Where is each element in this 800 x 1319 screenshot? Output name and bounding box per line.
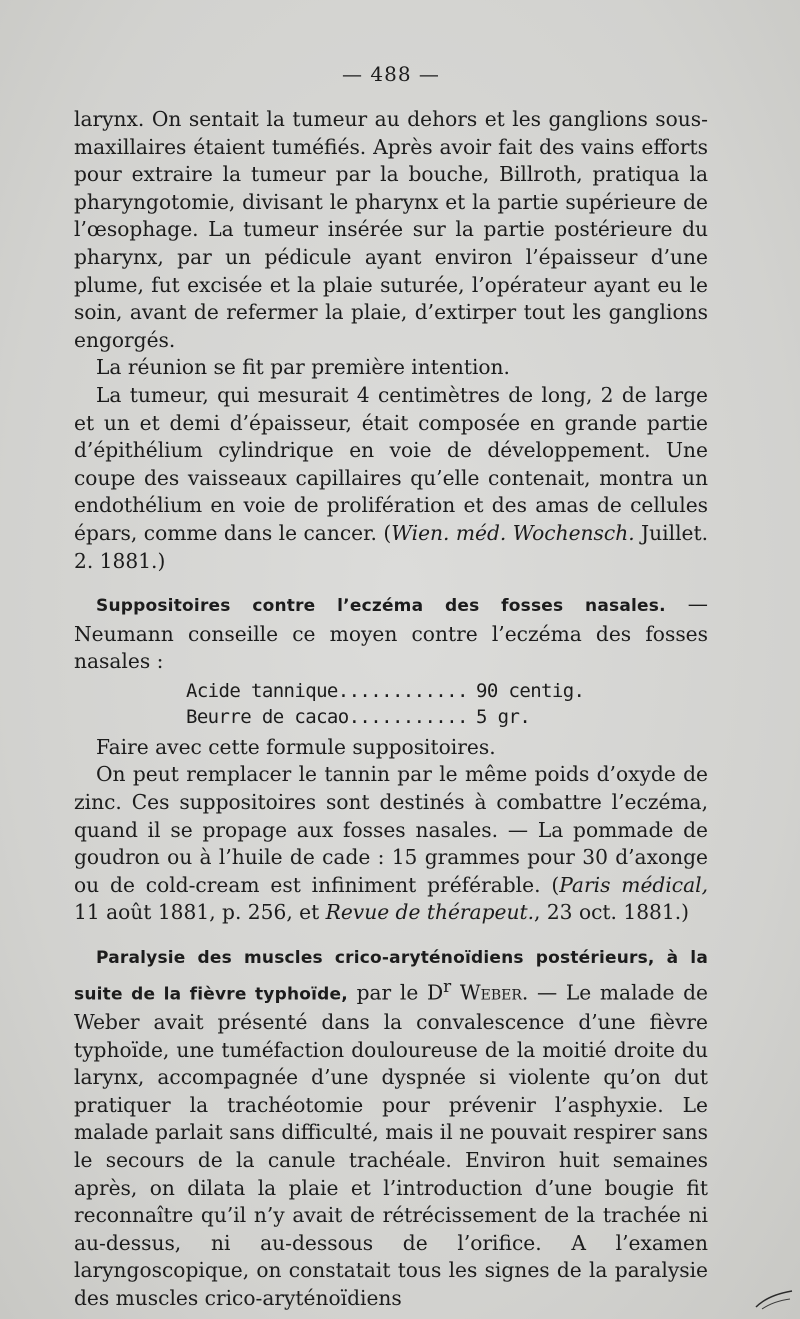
article3-byline-sup: r [443, 975, 452, 996]
article3-author: Weber. [451, 980, 529, 1005]
recipe-item-quantity: 5 gr. [476, 705, 531, 728]
recipe-item-quantity: 90 centig. [476, 679, 585, 702]
article1-citation: Wien. méd. Wochensch. [391, 520, 635, 545]
article2-intro-text: — Neumann conseille ce moyen contre l’eczéma des fosses nasales : [74, 592, 708, 674]
article3-text: — Le malade de Weber avait présenté dans la convalescence d’une fièvre typhoïde, une tuméfaction douloureuse de la moitié droite du larynx, accompagnée d’une dyspnée si violente qu’on dut pratiquer la trachéotomie pour prévenir l’asphyxie. Le malade parlait sans difficulté, mais il ne pouvait respirer sans le secours de la canule trachéale. Environ huit semaines après, on dilata la plaie et l’introduction d’une bougie fit reconnaître qu’il n’y avait de rétrécissement de la trachée ni au-dessus, ni au-dessous de l’orifice. A l’examen laryngoscopique, on constatait tous les signes de la paralysie des muscles crico-aryténoïdiens [74, 980, 708, 1310]
article1-paragraph-1: larynx. On sentait la tumeur au dehors et les ganglions sous-maxillaires étaient tuméfiés. Après avoir fait des vains efforts pour extraire la tumeur par la bouche, Billroth, pratiqua la pharyngotomie, divisant le pharynx et la partie supérieure de l’œsophage. La tumeur insérée sur la partie postérieure du pharynx, par un pédicule ayant environ l’épaisseur d’une plume, fut excisée et la plaie suturée, l’opérateur ayant eu le soin, avant de refermer la plaie, d’extirper tout les ganglions engorgés. [74, 107, 708, 352]
recipe-item [186, 704, 708, 730]
article2-intro [74, 591, 708, 676]
article2-citation-2: Revue de thérapeut. [325, 900, 534, 925]
article2-paragraph-2-mid: 11 août 1881, p. 256, et [74, 900, 326, 925]
recipe-item-name: Acide tannique............ [186, 679, 468, 702]
article1-paragraph-3-text: La tumeur, qui mesurait 4 centimètres de long, 2 de large et un et demi d’épaisseur, était composée en grande partie d’épithélium cylindrique en voie de développement. Une coupe des vaisseaux capillaires qu’elle contenait, montra un endothélium en voie de prolifération et des amas de cellules épars, comme dans le cancer. ( [74, 382, 708, 545]
article1-paragraph-3-end: Juillet. 2. 1881.) [74, 520, 708, 573]
page-number: — 488 — [342, 62, 440, 86]
scan-corner-mark [754, 1289, 794, 1311]
article2-paragraph-1: Faire avec cette formule suppositoires. [96, 734, 496, 759]
recipe-item-name: Beurre de cacao........... [186, 705, 468, 728]
recipe-list [186, 678, 708, 730]
article1-paragraph-2: La réunion se fit par première intention. [96, 355, 510, 380]
article2-citation-1: Paris médical, [559, 872, 708, 897]
article3-byline: par le D [347, 980, 444, 1005]
article3-paragraph [74, 943, 708, 1312]
article2-paragraph-2-text: On peut remplacer le tannin par le même poids d’oxyde de zinc. Ces suppositoires sont destinés à combattre l’eczéma, quand il se propage aux fosses nasales. — La pommade de goudron ou à l’huile de cade : 15 grammes pour 30 d’axonge ou de cold-cream est infiniment préférable. ( [74, 762, 708, 897]
article2-heading: Suppositoires contre l’eczéma des fosses nasales. [96, 596, 666, 617]
article2-paragraph-2-end: , 23 oct. 1881.) [534, 900, 690, 925]
article1-paragraph-3 [74, 382, 708, 575]
article2-paragraph-2 [74, 761, 708, 927]
recipe-item [186, 678, 708, 704]
article3-heading: Paralysie des muscles crico-aryténoïdiens postérieurs, à la suite de la fièvre typhoïde, [74, 948, 708, 1005]
page-body [74, 106, 708, 1312]
